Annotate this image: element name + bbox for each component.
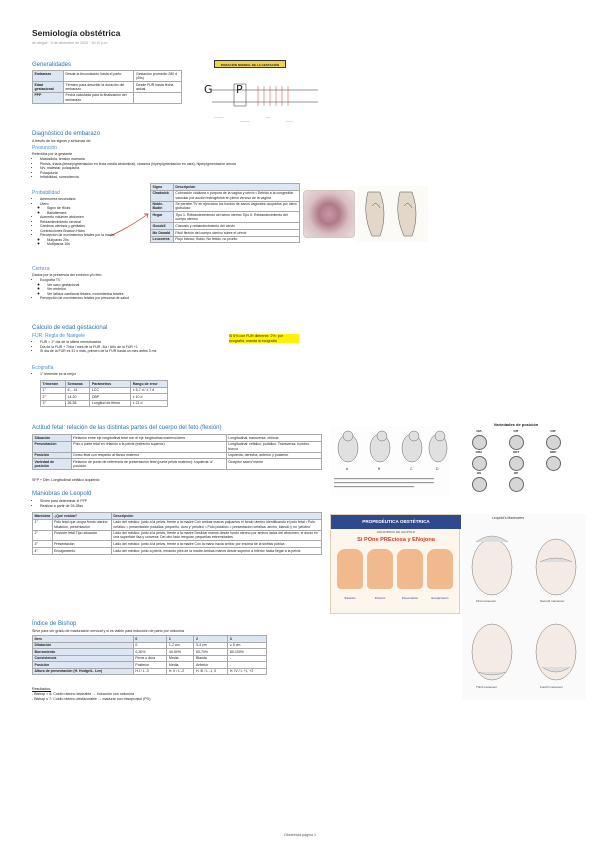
svg-text:——: ——	[266, 116, 271, 119]
fetal-head-icon	[509, 456, 524, 471]
variety-cell	[536, 430, 570, 450]
fetal-head-icon	[472, 456, 487, 471]
list-item: • Ecografía TV	[40, 278, 232, 283]
diagram-label: Fourth maneuver	[540, 685, 563, 689]
table-cell: 2°	[41, 394, 66, 401]
variety-cell	[536, 451, 570, 471]
table-row	[33, 548, 322, 555]
leopold-table	[32, 512, 322, 555]
list-item: • Contracciones Braxton Hicks	[40, 229, 142, 234]
gestation-letter-g: G	[204, 83, 213, 96]
gestation-diagram	[200, 70, 324, 130]
table-cell: Gestación promedio 280 d (40s)	[134, 71, 182, 82]
table-cell: 40-50%	[167, 649, 194, 656]
table-cell: Presentación	[33, 441, 72, 452]
bishop-intro: Sirve para ver grado de maduración cervical y si es viable para inducción de parto por oxitocina	[32, 629, 185, 633]
table-row	[151, 212, 300, 223]
table-cell: Polo fetal que ocupa fondo uterino: situación, presentación	[52, 519, 111, 530]
variety-cell	[462, 451, 496, 471]
list-item: • Aumento volumen abdomen	[40, 215, 142, 220]
bishop-table	[32, 635, 267, 675]
table-cell: 80-100%	[228, 649, 267, 656]
list-item: • Mastodinia, tensión mamaria	[40, 157, 292, 162]
column-header: Parámetros	[90, 381, 131, 388]
column-header: 0	[133, 636, 167, 643]
table-row	[151, 190, 300, 201]
variety-label: OS	[476, 471, 482, 475]
table-row	[151, 201, 300, 212]
table-cell: 1°	[41, 387, 66, 394]
poster-label: Encajamiento	[431, 596, 449, 600]
table-cell: Dorso fetal con respecto al flanco materno	[71, 452, 226, 459]
fur-heading: FUR: Regla de Naegele	[32, 333, 86, 339]
table-row	[33, 92, 182, 103]
table-cell: Tipo 1: Reblandecimiento del istmo uterino Tipo II: Reblandecimiento del cuerpo uterino	[173, 212, 299, 223]
certeza-intro: Dados por la presencia del embrión y/o feto	[32, 273, 102, 277]
poster-label: Presentación	[401, 596, 419, 600]
table-row	[41, 400, 168, 407]
table-cell: Altura de presentación (H. Hodge/L. Lee)	[33, 668, 134, 675]
page-meta: de abigail · 5 de diciembre de 2020 · 10:10 p.m.	[32, 41, 109, 45]
list-item: ◦ Nulíparas 20s	[47, 238, 142, 243]
leopold-poster	[330, 514, 460, 614]
table-cell: ± 21 d	[131, 400, 168, 407]
fig-letter-b: B	[378, 467, 381, 471]
svg-text:————: ————	[214, 116, 224, 119]
table-cell: Consistencia	[33, 655, 134, 662]
poster-label: Situación	[344, 596, 356, 600]
list-item: ◦ Ver embrión	[47, 287, 232, 292]
column-header: Descripción	[173, 184, 299, 191]
table-cell: H.I / L -3	[133, 668, 167, 675]
table-cell: ± 10 d	[131, 394, 168, 401]
table-cell: ≥ 5 cm	[228, 642, 267, 649]
fetal-head-icon	[546, 435, 561, 450]
diagram-label: Second maneuver	[540, 599, 565, 603]
diagnostico-heading: Diagnóstico de embarazo	[32, 131, 101, 137]
list-item: • Cambios uterinos y genitales	[40, 224, 142, 229]
table-cell: Posición	[33, 452, 72, 459]
table-cell: Desde la fecundación hasta el parto	[63, 71, 134, 82]
table-cell: 60-70%	[194, 649, 228, 656]
fetal-head-icon	[546, 456, 561, 471]
column-header: Ítem	[33, 636, 134, 643]
table-cell: 3°	[41, 400, 66, 407]
column-header: Descripción	[111, 513, 321, 520]
poster-images	[337, 549, 455, 593]
certeza-list	[32, 278, 232, 301]
table-cell: H. IV / L +1, +2	[228, 668, 267, 675]
gestation-figure	[200, 60, 324, 132]
varieties-grid	[462, 430, 572, 492]
page-footer: Obstetricia página 1	[284, 833, 316, 837]
diagram-label: Third maneuver	[476, 685, 498, 689]
table-row	[151, 236, 300, 243]
table-cell: Término para describir la duración del embarazo	[63, 81, 134, 92]
table-cell: Hegar	[151, 212, 174, 223]
eco-heading: Ecografía	[32, 365, 54, 371]
hegar-sign-illustration	[358, 186, 428, 242]
column-header: Rango de error	[131, 381, 168, 388]
table-cell: 4°	[33, 548, 53, 555]
bishop-results-title: Resultados:	[32, 687, 51, 691]
table-cell: Encajamiento	[52, 548, 111, 555]
table-row	[33, 519, 322, 530]
table-cell: Lado del médico: junto a pelvis, mirando pies de la madre Ambas manos desde superior a inferior hasta llegar a la pelvis	[111, 548, 321, 555]
table-cell: 3°	[33, 541, 53, 548]
variety-label: ODP	[549, 450, 557, 454]
table-cell: H. III / L -1, 0	[194, 668, 228, 675]
table-cell: Relación de punto de referencia de presentación fetal (punta pélvis materno): Izquierda 'a' posición	[71, 459, 226, 470]
poster-mnemonic: Si POne PREciosa y ENojona	[357, 537, 435, 543]
arrow-icon	[108, 210, 152, 240]
diagnostico-intro: A través de los signos y síntomas de:	[32, 139, 92, 143]
table-cell: H. II / L -2	[167, 668, 194, 675]
actitud-footnote: SFP + Dim: Longitudinal cefálico izquierdo	[32, 478, 100, 482]
fig-letter-d: D	[436, 467, 439, 471]
table-cell: Anterior	[194, 662, 228, 669]
actitud-table	[32, 434, 322, 470]
bishop-result: - Bishop ≤ 7: Cuello uterino desfavorable → madurar con misoprostol (PG)	[32, 697, 151, 701]
table-cell: Blanda	[194, 655, 228, 662]
table-cell: ± 5-7 d / ± 7 d	[131, 387, 168, 394]
generalidades-table	[32, 70, 182, 104]
ecografia-note: Si 5% con FUR diferente: 2%: por ecografía, manda la ecografía	[229, 334, 299, 343]
list-item: • Día de la FUR + 7/día / mes de la FUR -3/a / Año de la FUR +1	[40, 345, 232, 350]
column-header: Maniobra	[34, 513, 51, 518]
table-cell: Cianosis y reblandecimiento del cérvix	[173, 223, 299, 230]
table-cell: Noble-Budín	[151, 201, 174, 212]
generalidades-heading: Generalidades	[32, 62, 72, 68]
variety-label: OIP	[550, 429, 556, 433]
column-header: Semanas	[65, 381, 89, 388]
list-item: • Realizar a partir de 26-28ss	[40, 504, 232, 509]
table-cell: Edad gestacional	[33, 81, 64, 92]
table-row	[33, 81, 182, 92]
table-row	[33, 441, 322, 452]
table-row	[33, 459, 322, 470]
table-cell: Embarazo	[33, 71, 64, 82]
poster-title: PROPEDÉUTICA OBSTÉTRICA	[331, 515, 461, 529]
table-cell: DBP	[90, 394, 131, 401]
table-cell: Leucorrea	[151, 236, 174, 243]
table-cell: Dilatación	[33, 642, 134, 649]
table-cell: Flujo blanco, fluido, No fétido, no prurito	[173, 236, 299, 243]
table-cell: LCC	[90, 387, 131, 394]
variety-cell	[499, 430, 533, 450]
table-cell: Longitudinal: cefálico, podálico. Transversa: hombro, tronco	[226, 441, 321, 452]
table-cell: 1°	[33, 519, 53, 530]
table-cell: Chadwick	[151, 190, 174, 201]
table-cell: 26-36	[65, 400, 89, 407]
poster-labels	[337, 597, 455, 611]
poster-sub: MANIOBRAS DE LEOPOLD	[376, 530, 415, 534]
column-header: 3	[228, 636, 267, 643]
variety-cell	[462, 430, 496, 450]
cervix-photo	[303, 190, 355, 238]
list-item: ◦ Ballottement	[47, 211, 142, 216]
list-item: ◦ Ver saco gestacional	[47, 283, 232, 288]
fetal-head-icon	[509, 477, 524, 492]
fetal-head-icon	[509, 435, 524, 450]
list-item: • Irritabilidad, somnolencia	[40, 175, 292, 180]
variety-label: OIT	[513, 429, 519, 433]
list-item: • Percepción de movimientos fetales por personal de salud	[40, 296, 232, 301]
eco-list	[32, 372, 182, 377]
column-header: 1	[167, 636, 194, 643]
signs-table	[150, 183, 300, 243]
list-item: ◦ Signo de Hicks	[47, 206, 142, 211]
list-item: • Sirven para determinar el PFP	[40, 499, 232, 504]
table-cell: FPP	[33, 92, 64, 103]
table-cell: 6 – 14	[65, 387, 89, 394]
table-row	[33, 71, 182, 82]
variety-label: ODA	[475, 450, 483, 454]
list-item: • Si día de la FUR es 31 o más, primero de la FUR hasta un mes antes 3 ms	[40, 349, 232, 354]
table-cell: Media	[167, 662, 194, 669]
column-header: ¿Qué evalúa?	[52, 513, 111, 520]
fig-letter-c: C	[410, 467, 413, 471]
diagram-label: First maneuver	[476, 599, 497, 603]
leopold-intro-list	[32, 499, 232, 508]
varieties-label: Variedades de posición	[493, 422, 539, 427]
table-cell: Media	[167, 655, 194, 662]
list-item: • Polaquiuria	[40, 171, 292, 176]
table-cell: Posición fetal Tipo situación	[52, 530, 111, 541]
actitud-heading: Actitud fetal: relación de las distintas partes del cuerpo del feto (flexión)	[32, 425, 222, 431]
column-header: 2	[194, 636, 228, 643]
fetal-head-icon	[472, 435, 487, 450]
fur-list	[32, 340, 232, 354]
presuncion-heading: Presunción	[32, 145, 58, 151]
variety-label: ODT	[512, 450, 520, 454]
poster-label: Posición	[374, 596, 386, 600]
page-title: Semiología obstétrica	[32, 28, 121, 38]
table-cell: Posterior	[133, 662, 167, 669]
table-row	[33, 668, 267, 675]
list-item: • N/v, malestar, polaquiuria	[40, 166, 292, 171]
probabilidad-heading: Probabilidad	[32, 190, 60, 196]
list-item: • Reblandecimiento cervical	[40, 220, 142, 225]
table-cell: -	[228, 655, 267, 662]
edad-heading: Cálculo de edad gestacional	[32, 325, 108, 331]
certeza-heading: Certeza	[32, 266, 50, 272]
table-cell: Se percibe TV en ejercicios los fondos de sacos vaginales ocupados por útero globuloso	[173, 201, 299, 212]
table-cell: Longitud de fémur	[90, 400, 131, 407]
bishop-result: - Bishop > 8: Cuello uterino favorable → inducción con oxitocina	[32, 692, 134, 696]
list-item: • Percepción de movimientos fetales por la madre	[40, 233, 142, 238]
table-cell: Variedad de posición	[33, 459, 72, 470]
list-item: • Útero	[40, 202, 142, 207]
bishop-heading: Índice de Bishop	[32, 621, 77, 627]
list-item: • FUR = 1° día de la última menstruación	[40, 340, 232, 345]
variety-label: OP	[513, 471, 519, 475]
list-item: • Pirosis, tríada (tinea/pigmentación en línea media abdominal), cloasma (hiperpigmentación en cara), hiperpigmentación areola	[40, 162, 292, 167]
table-cell: Firme o dura	[133, 655, 167, 662]
gestation-figure-label: DURACIÓN NORMAL DE LA GESTACIÓN	[214, 60, 286, 68]
position-varieties-figure	[456, 422, 576, 494]
column-header: Signo	[151, 184, 174, 191]
table-cell: Izquierda, derecha, anterior y posterior	[226, 452, 321, 459]
svg-text:———: ———	[286, 120, 294, 123]
table-cell: Fecha calculada para la finalización del embarazo	[63, 92, 134, 103]
table-cell: Relación entre eje longitudinal fetal con el eje longitudinal materno/útero	[71, 435, 226, 442]
list-item: ◦ Multíparas 16s	[47, 242, 142, 247]
table-cell: Mc Donald	[151, 229, 174, 236]
table-cell: Polo o parte fetal en relación a la pelvis (estrecho superior)	[71, 441, 226, 452]
fetal-head-icon	[472, 477, 487, 492]
table-cell: Occipito/ sacro/ mento	[226, 459, 321, 470]
variety-label: OIA	[476, 429, 482, 433]
fig-letter-a: A	[346, 467, 349, 471]
table-cell: 14-20	[65, 394, 89, 401]
table-cell: Desde FUR hasta fecha actual	[134, 81, 182, 92]
table-cell	[134, 92, 182, 103]
table-cell: Lado del médico: junto a la pelvis, frente a la madre Con ambas manos palpamos el fondo uterino identificando el polo fetal • Polo cefálico = presentación podálica: pequeño, duro y 'peloteo' • Polo podálico = presentación cefálica: ancho, blando y no 'peloteo'	[111, 519, 321, 530]
table-cell: 3-4 cm	[194, 642, 228, 649]
list-item: • Amenorrea secundaria	[40, 197, 142, 202]
eco-table	[40, 380, 168, 407]
presuncion-list	[32, 157, 292, 180]
table-cell: Presentación	[52, 541, 111, 548]
table-cell: Lado del médico: junto a la pelvis, frente a la madre Deslizar manos desde fondo uterino por ambos lados del abdomen, el dorso en una superficie lisa y convexa; Del otro lado irregular, pequeñas extremidades	[111, 530, 321, 541]
variety-cell	[499, 472, 533, 492]
table-cell: Lado del médico: junto a la pelvis, frente a la madre Con la mano hacia arriba; por encima de la sínfisis púbica	[111, 541, 321, 548]
table-cell: 0-30%	[133, 649, 167, 656]
leopold-diagram	[462, 514, 586, 700]
table-cell: Fácil flexión del cuerpo uterino sobre el cérvix	[173, 229, 299, 236]
table-cell: 1-2 cm	[167, 642, 194, 649]
table-cell: Situación	[33, 435, 72, 442]
table-cell: Goodell	[151, 223, 174, 230]
list-item: • 1° trimestre es la mejor	[40, 372, 182, 377]
leopold-heading: Maniobras de Leopold	[32, 491, 92, 497]
list-item: ◦ Ver latidos cardiacos fetales, movimientos fetales	[47, 292, 232, 297]
table-cell: Posición	[33, 662, 134, 669]
column-header: Trimestre	[41, 381, 66, 388]
table-cell: 2°	[33, 530, 53, 541]
presuncion-intro: Referidos por la gestante	[32, 152, 73, 156]
svg-text:————: ————	[240, 120, 250, 123]
fetal-attitude-figure	[330, 426, 450, 496]
table-row	[33, 530, 322, 541]
diagram-title: Leopold's Maneuvers	[492, 516, 525, 520]
variety-cell	[462, 472, 496, 492]
gestation-letter-p: P	[236, 83, 243, 96]
table-cell: Borramiento	[33, 649, 134, 656]
table-cell: Coloración violácea o púrpura de la vagina y cérvix • Debido a la congestión vascular por acción estrogénica en plexo venoso de la vagina	[173, 190, 299, 201]
table-cell: -	[228, 662, 267, 669]
variety-cell	[499, 451, 533, 471]
table-cell: Longitudinal, transversa, oblicua	[226, 435, 321, 442]
table-cell: 0	[133, 642, 167, 649]
